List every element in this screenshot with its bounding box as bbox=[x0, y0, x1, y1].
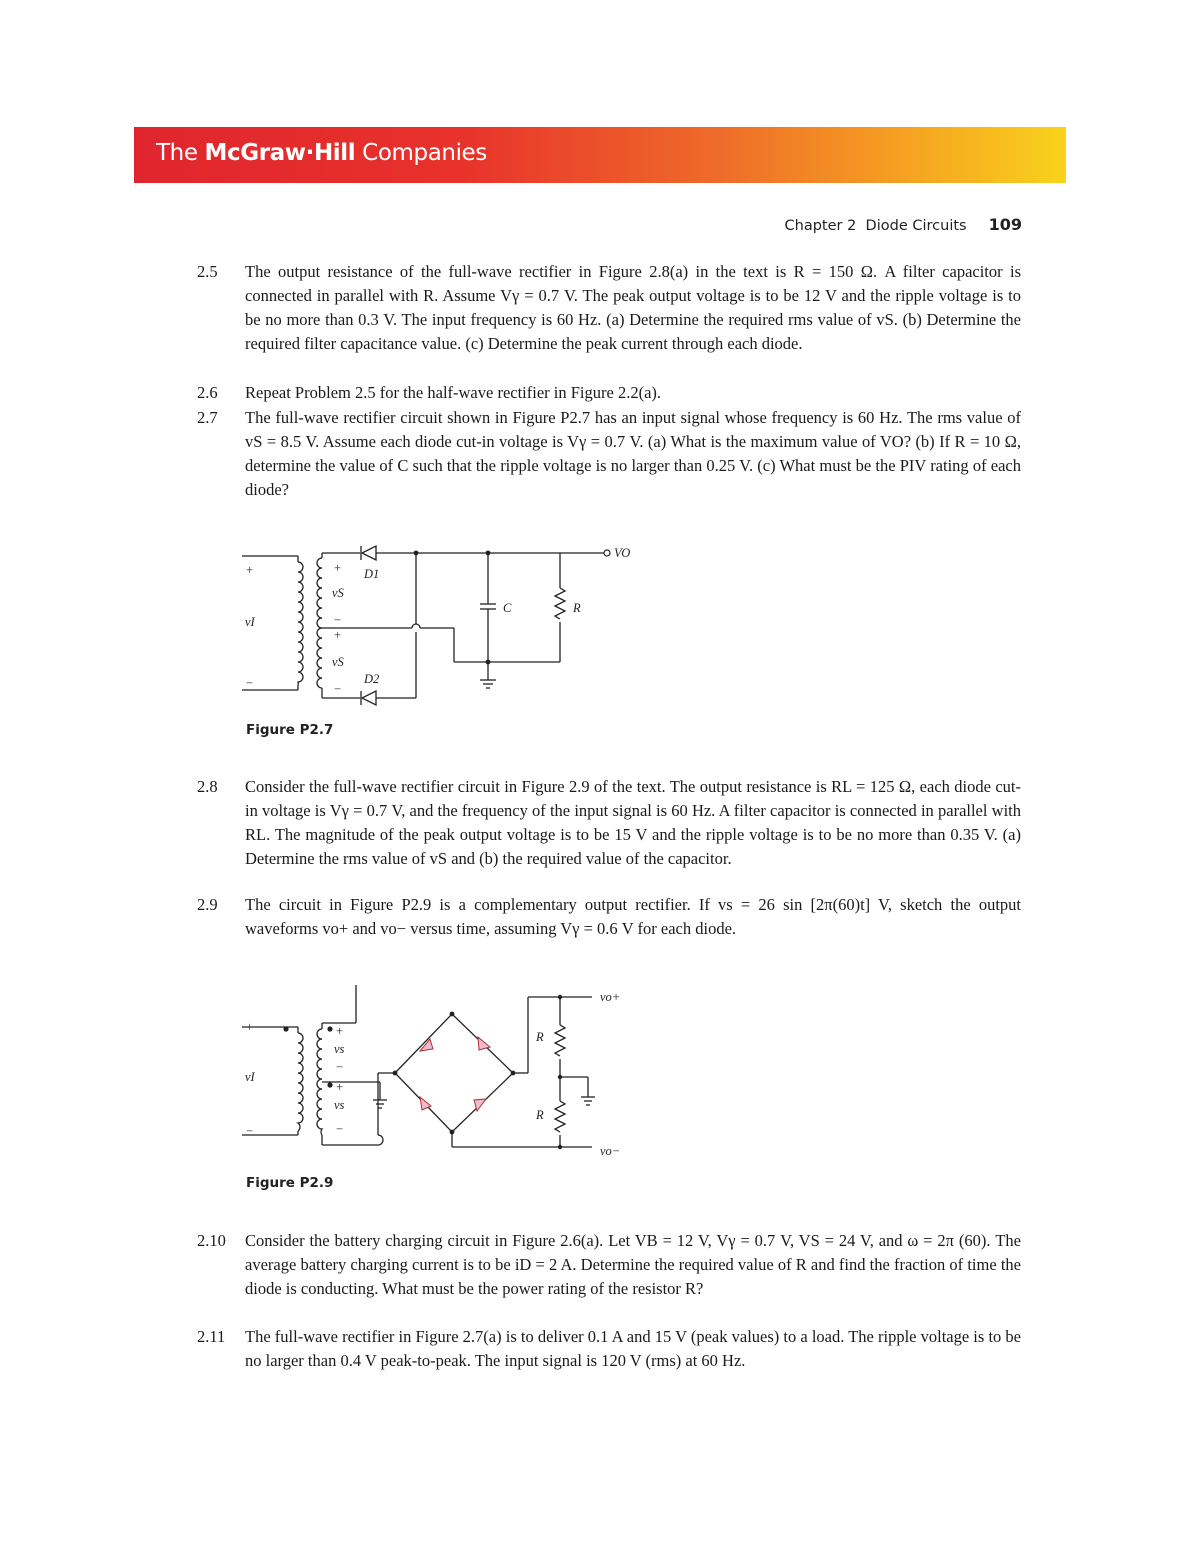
problem-text: The full-wave rectifier circuit shown in Figure P2.7 has an input signal whose frequency is 60 Hz. The rms value of vS = 8.5 V. Assume each diode cut-in voltage is Vγ = 0.7 V. (a) What is the maximum value of VO? (b) If R = 10 Ω, determine the value of C such that the ripple voltage is no larger than 0.25 V. (c) What must be the PIV rating of each diode? bbox=[245, 408, 1021, 500]
primary-coil bbox=[298, 1033, 303, 1131]
publisher-logo bbox=[156, 140, 487, 166]
secondary-coil bbox=[317, 1029, 322, 1135]
resistor-bottom bbox=[555, 1101, 565, 1132]
publisher-banner bbox=[134, 127, 1066, 183]
problem-number: 2.10 bbox=[197, 1231, 226, 1250]
bridge-diode bbox=[478, 1037, 490, 1050]
output-voltage-label: VO bbox=[614, 546, 631, 560]
s2-plus: + bbox=[336, 1080, 344, 1094]
problem-number: 2.6 bbox=[197, 383, 218, 402]
chapter-title: Chapter 2 Diode Circuits bbox=[784, 218, 967, 234]
brand-suffix: Companies bbox=[355, 140, 487, 166]
problem-text: Repeat Problem 2.5 for the half-wave rectifier in Figure 2.2(a). bbox=[245, 383, 662, 402]
brand-prefix: The bbox=[156, 140, 205, 166]
output-minus-label: vo− bbox=[600, 1144, 621, 1158]
figure-p2-7 bbox=[230, 540, 650, 710]
figure-p2-9 bbox=[230, 985, 650, 1175]
page-number: 109 bbox=[988, 215, 1022, 234]
s1-minus: − bbox=[336, 1060, 344, 1074]
problem-text: The output resistance of the full-wave rectifier in Figure 2.8(a) in the text is R = 150 Ω. A filter capacitor is connected in parallel with R. Assume Vγ = 0.7 V. The peak output voltage is to be 12 V and the ripple voltage is to be no more than 0.3 V. The input frequency is 60 Hz. (a) Determine the required rms value of vS. (b) Determine the required filter capacitance value. (c) Determine the peak current through each diode. bbox=[245, 262, 1021, 354]
input-minus: − bbox=[246, 676, 254, 690]
capacitor-label: C bbox=[503, 601, 512, 615]
problem-text: The circuit in Figure P2.9 is a complementary output rectifier. If vs = 26 sin [2π(60)t] V, sketch the output waveforms vo+ and vo− versus time, assuming Vγ = 0.6 V for each diode. bbox=[245, 895, 1021, 939]
resistor-zigzag bbox=[555, 588, 565, 619]
bridge-rhombus bbox=[395, 1014, 513, 1132]
problem-number: 2.9 bbox=[197, 895, 218, 914]
s2-plus: + bbox=[334, 628, 342, 642]
s1-voltage-label: vS bbox=[332, 586, 344, 600]
d1-label: D1 bbox=[364, 567, 380, 581]
primary-coil bbox=[298, 562, 303, 685]
figure-caption: Figure P2.9 bbox=[246, 1175, 334, 1191]
s2-voltage-label: vS bbox=[332, 655, 344, 669]
output-plus-label: vo+ bbox=[600, 990, 621, 1004]
resistor-label: R bbox=[573, 601, 581, 615]
problem-number: 2.8 bbox=[197, 777, 218, 796]
s2-minus: − bbox=[334, 682, 342, 696]
figure-caption: Figure P2.7 bbox=[246, 722, 334, 738]
secondary-coil bbox=[317, 558, 322, 688]
input-plus: + bbox=[246, 1020, 254, 1034]
s1-plus: + bbox=[336, 1024, 344, 1038]
input-plus: + bbox=[246, 563, 254, 577]
diode-d1 bbox=[361, 546, 376, 560]
resistor-bottom-label: R bbox=[536, 1108, 544, 1122]
s1-voltage-label: vs bbox=[334, 1042, 345, 1056]
running-head bbox=[700, 215, 1022, 235]
problem-text: The full-wave rectifier in Figure 2.7(a) is to deliver 0.1 A and 15 V (peak values) to a load. The ripple voltage is to be no larger than 0.4 V peak-to-peak. The input signal is 120 V (rms) at 60 Hz. bbox=[245, 1327, 1021, 1371]
problem-number: 2.5 bbox=[197, 262, 218, 281]
s1-plus: + bbox=[334, 561, 342, 575]
resistor-top-label: R bbox=[536, 1030, 544, 1044]
circuit-p2-7 bbox=[230, 540, 650, 710]
diode-d2 bbox=[361, 691, 376, 705]
s1-minus: − bbox=[334, 613, 342, 627]
input-voltage-label: vI bbox=[245, 1070, 255, 1084]
problem-number: 2.11 bbox=[197, 1327, 226, 1346]
problem-text: Consider the full-wave rectifier circuit in Figure 2.9 of the text. The output resistance is RL = 125 Ω, each diode cut-in voltage is Vγ = 0.7 V, and the frequency of the input signal is 60 Hz. A filter capacitor is connected in parallel with RL. The magnitude of the peak output voltage is to be 15 V and the ripple voltage is to be no more than 0.35 V. (a) Determine the rms value of vS and (b) the required value of the capacitor. bbox=[245, 777, 1021, 869]
problem-text: Consider the battery charging circuit in Figure 2.6(a). Let VB = 12 V, Vγ = 0.7 V, VS = 24 V, and ω = 2π (60). The average battery charging current is to be iD = 2 A. Determine the required value of R and find the fraction of time the diode is conducting. What must be the power rating of the resistor R? bbox=[245, 1231, 1021, 1299]
input-voltage-label: vI bbox=[245, 615, 255, 629]
d2-label: D2 bbox=[364, 672, 380, 686]
output-terminal bbox=[604, 550, 610, 556]
resistor-top bbox=[555, 1025, 565, 1056]
s2-minus: − bbox=[336, 1122, 344, 1136]
input-minus: − bbox=[246, 1124, 254, 1138]
problem-number: 2.7 bbox=[197, 408, 218, 427]
circuit-p2-9 bbox=[230, 985, 650, 1175]
brand-name: McGraw·Hill bbox=[204, 140, 356, 166]
s2-voltage-label: vs bbox=[334, 1098, 345, 1112]
